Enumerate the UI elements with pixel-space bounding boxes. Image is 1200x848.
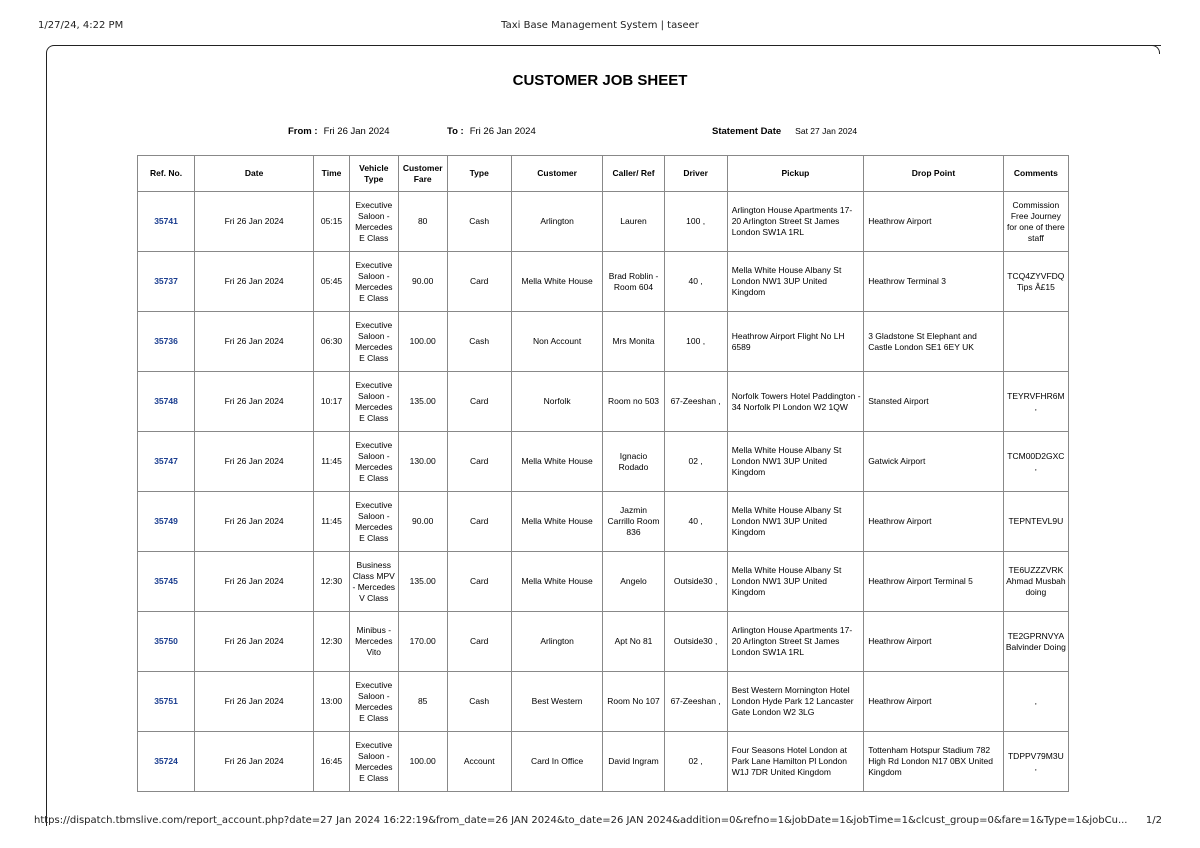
cell-caller-ref: Ignacio Rodado bbox=[603, 432, 664, 492]
table-row bbox=[138, 252, 1069, 312]
cell-pickup: Mella White House Albany St London NW1 3UP United Kingdom bbox=[727, 492, 863, 552]
cell-time: 05:15 bbox=[314, 192, 350, 252]
cell-driver: 02 , bbox=[664, 432, 727, 492]
cell-vehicle-type: Executive Saloon - Mercedes E Class bbox=[349, 252, 398, 312]
cell-customer: Non Account bbox=[511, 312, 603, 372]
cell-date: Fri 26 Jan 2024 bbox=[195, 192, 314, 252]
table-row bbox=[138, 732, 1069, 792]
cell-drop-point: Heathrow Terminal 3 bbox=[864, 252, 1004, 312]
cell-type: Card bbox=[447, 372, 511, 432]
cell-time: 11:45 bbox=[314, 432, 350, 492]
cell-driver: 02 , bbox=[664, 732, 727, 792]
ref-link[interactable]: 35737 bbox=[154, 276, 178, 286]
cell-ref-no bbox=[138, 372, 195, 432]
cell-date: Fri 26 Jan 2024 bbox=[195, 372, 314, 432]
cell-ref-no bbox=[138, 612, 195, 672]
cell-driver: 40 , bbox=[664, 492, 727, 552]
cell-caller-ref: Mrs Monita bbox=[603, 312, 664, 372]
table-body bbox=[138, 192, 1069, 792]
cell-customer: Norfolk bbox=[511, 372, 603, 432]
cell-type: Card bbox=[447, 552, 511, 612]
cell-time: 10:17 bbox=[314, 372, 350, 432]
cell-drop-point: Heathrow Airport bbox=[864, 492, 1004, 552]
table-row bbox=[138, 552, 1069, 612]
cell-drop-point: Heathrow Airport bbox=[864, 612, 1004, 672]
report-title: CUSTOMER JOB SHEET bbox=[512, 72, 688, 89]
print-page-title: Taxi Base Management System | taseer bbox=[501, 20, 699, 31]
ref-link[interactable]: 35747 bbox=[154, 456, 178, 466]
cell-vehicle-type: Executive Saloon - Mercedes E Class bbox=[349, 732, 398, 792]
from-label: From : bbox=[288, 126, 318, 137]
print-url: https://dispatch.tbmslive.com/report_account.php?date=27 Jan 2024 16:22:19&from_date=26 JAN 2024&to_date=26 JAN 2024&addition=0&refno=1&jobDate=1&jobTime=1&clcust_group=0&fare=1&Type=1&jobCu... bbox=[34, 815, 1128, 826]
cell-type: Cash bbox=[447, 192, 511, 252]
cell-drop-point: Heathrow Airport bbox=[864, 192, 1004, 252]
cell-pickup: Mella White House Albany St London NW1 3UP United Kingdom bbox=[727, 552, 863, 612]
statement-value: Sat 27 Jan 2024 bbox=[795, 126, 858, 136]
cell-comments: , bbox=[1003, 672, 1068, 732]
cell-vehicle-type: Executive Saloon - Mercedes E Class bbox=[349, 672, 398, 732]
cell-vehicle-type: Minibus - Mercedes Vito bbox=[349, 612, 398, 672]
cell-comments bbox=[1003, 312, 1068, 372]
cell-customer-fare: 135.00 bbox=[398, 552, 447, 612]
cell-vehicle-type: Business Class MPV - Mercedes V Class bbox=[349, 552, 398, 612]
cell-comments: Commission Free Journey for one of there staff bbox=[1003, 192, 1068, 252]
ref-link[interactable]: 35736 bbox=[154, 336, 178, 346]
ref-link[interactable]: 35751 bbox=[154, 696, 178, 706]
column-header-caller-ref: Caller/ Ref bbox=[603, 156, 664, 192]
cell-caller-ref: Room no 503 bbox=[603, 372, 664, 432]
cell-ref-no bbox=[138, 492, 195, 552]
cell-customer: Card In Office bbox=[511, 732, 603, 792]
cell-vehicle-type: Executive Saloon - Mercedes E Class bbox=[349, 312, 398, 372]
cell-pickup: Mella White House Albany St London NW1 3UP United Kingdom bbox=[727, 432, 863, 492]
cell-customer-fare: 100.00 bbox=[398, 312, 447, 372]
cell-vehicle-type: Executive Saloon - Mercedes E Class bbox=[349, 492, 398, 552]
table-row bbox=[138, 192, 1069, 252]
cell-date: Fri 26 Jan 2024 bbox=[195, 552, 314, 612]
cell-time: 13:00 bbox=[314, 672, 350, 732]
table-row bbox=[138, 612, 1069, 672]
cell-comments: TEYRVFHR6M , bbox=[1003, 372, 1068, 432]
statement-date bbox=[712, 126, 857, 137]
to-value: Fri 26 Jan 2024 bbox=[469, 126, 536, 137]
ref-link[interactable]: 35749 bbox=[154, 516, 178, 526]
table-header-row bbox=[138, 156, 1069, 192]
column-header-ref-no: Ref. No. bbox=[138, 156, 195, 192]
column-header-customer: Customer bbox=[511, 156, 603, 192]
cell-ref-no bbox=[138, 552, 195, 612]
cell-pickup: Mella White House Albany St London NW1 3UP United Kingdom bbox=[727, 252, 863, 312]
table-row bbox=[138, 372, 1069, 432]
cell-time: 16:45 bbox=[314, 732, 350, 792]
cell-date: Fri 26 Jan 2024 bbox=[195, 252, 314, 312]
column-header-date: Date bbox=[195, 156, 314, 192]
column-header-time: Time bbox=[314, 156, 350, 192]
cell-driver: 100 , bbox=[664, 312, 727, 372]
cell-driver: Outside30 , bbox=[664, 552, 727, 612]
cell-type: Cash bbox=[447, 672, 511, 732]
cell-time: 11:45 bbox=[314, 492, 350, 552]
print-datetime: 1/27/24, 4:22 PM bbox=[38, 20, 124, 31]
cell-pickup: Arlington House Apartments 17-20 Arlington Street St James London SW1A 1RL bbox=[727, 612, 863, 672]
cell-customer: Mella White House bbox=[511, 252, 603, 312]
ref-link[interactable]: 35724 bbox=[154, 756, 178, 766]
cell-ref-no bbox=[138, 312, 195, 372]
table-row bbox=[138, 312, 1069, 372]
cell-pickup: Four Seasons Hotel London at Park Lane Hamilton Pl London W1J 7DR United Kingdom bbox=[727, 732, 863, 792]
cell-vehicle-type: Executive Saloon - Mercedes E Class bbox=[349, 192, 398, 252]
cell-comments: TCM00D2GXC , bbox=[1003, 432, 1068, 492]
cell-customer-fare: 80 bbox=[398, 192, 447, 252]
cell-time: 06:30 bbox=[314, 312, 350, 372]
cell-caller-ref: Apt No 81 bbox=[603, 612, 664, 672]
cell-date: Fri 26 Jan 2024 bbox=[195, 612, 314, 672]
cell-drop-point: Heathrow Airport bbox=[864, 672, 1004, 732]
cell-pickup: Heathrow Airport Flight No LH 6589 bbox=[727, 312, 863, 372]
cell-customer-fare: 135.00 bbox=[398, 372, 447, 432]
cell-time: 05:45 bbox=[314, 252, 350, 312]
cell-customer: Arlington bbox=[511, 192, 603, 252]
cell-type: Card bbox=[447, 492, 511, 552]
cell-customer-fare: 100.00 bbox=[398, 732, 447, 792]
cell-customer-fare: 170.00 bbox=[398, 612, 447, 672]
cell-vehicle-type: Executive Saloon - Mercedes E Class bbox=[349, 432, 398, 492]
cell-customer-fare: 90.00 bbox=[398, 252, 447, 312]
cell-driver: 67-Zeeshan , bbox=[664, 372, 727, 432]
cell-customer-fare: 130.00 bbox=[398, 432, 447, 492]
from-date bbox=[288, 126, 390, 137]
cell-customer: Mella White House bbox=[511, 432, 603, 492]
cell-customer: Mella White House bbox=[511, 552, 603, 612]
cell-ref-no bbox=[138, 432, 195, 492]
cell-type: Card bbox=[447, 252, 511, 312]
cell-time: 12:30 bbox=[314, 552, 350, 612]
cell-driver: Outside30 , bbox=[664, 612, 727, 672]
cell-comments: TDPPV79M3U , bbox=[1003, 732, 1068, 792]
cell-driver: 100 , bbox=[664, 192, 727, 252]
cell-date: Fri 26 Jan 2024 bbox=[195, 732, 314, 792]
cell-date: Fri 26 Jan 2024 bbox=[195, 432, 314, 492]
cell-driver: 67-Zeeshan , bbox=[664, 672, 727, 732]
cell-ref-no bbox=[138, 672, 195, 732]
cell-customer: Best Western bbox=[511, 672, 603, 732]
ref-link[interactable]: 35750 bbox=[154, 636, 178, 646]
cell-caller-ref: Room No 107 bbox=[603, 672, 664, 732]
cell-vehicle-type: Executive Saloon - Mercedes E Class bbox=[349, 372, 398, 432]
column-header-vehicle-type: Vehicle Type bbox=[349, 156, 398, 192]
column-header-drop-point: Drop Point bbox=[864, 156, 1004, 192]
cell-time: 12:30 bbox=[314, 612, 350, 672]
job-sheet-table bbox=[137, 155, 1069, 792]
from-value: Fri 26 Jan 2024 bbox=[323, 126, 390, 137]
ref-link[interactable]: 35745 bbox=[154, 576, 178, 586]
cell-customer: Arlington bbox=[511, 612, 603, 672]
cell-comments: TEPNTEVL9U bbox=[1003, 492, 1068, 552]
cell-date: Fri 26 Jan 2024 bbox=[195, 672, 314, 732]
cell-pickup: Norfolk Towers Hotel Paddington - 34 Norfolk Pl London W2 1QW bbox=[727, 372, 863, 432]
statement-label: Statement Date bbox=[712, 126, 782, 137]
table-row bbox=[138, 672, 1069, 732]
cell-caller-ref: Angelo bbox=[603, 552, 664, 612]
column-header-pickup: Pickup bbox=[727, 156, 863, 192]
cell-comments: TE6UZZZVRK Ahmad Musbah doing bbox=[1003, 552, 1068, 612]
cell-caller-ref: Brad Roblin - Room 604 bbox=[603, 252, 664, 312]
cell-customer: Mella White House bbox=[511, 492, 603, 552]
print-page-number: 1/2 bbox=[1145, 815, 1162, 826]
cell-customer-fare: 85 bbox=[398, 672, 447, 732]
cell-drop-point: Heathrow Airport Terminal 5 bbox=[864, 552, 1004, 612]
cell-type: Account bbox=[447, 732, 511, 792]
cell-date: Fri 26 Jan 2024 bbox=[195, 492, 314, 552]
cell-comments: TE2GPRNVYA Balvinder Doing bbox=[1003, 612, 1068, 672]
to-date bbox=[447, 126, 536, 137]
cell-drop-point: Gatwick Airport bbox=[864, 432, 1004, 492]
cell-drop-point: Tottenham Hotspur Stadium 782 High Rd London N17 0BX United Kingdom bbox=[864, 732, 1004, 792]
cell-type: Cash bbox=[447, 312, 511, 372]
cell-date: Fri 26 Jan 2024 bbox=[195, 312, 314, 372]
cell-caller-ref: Lauren bbox=[603, 192, 664, 252]
table-row bbox=[138, 432, 1069, 492]
cell-driver: 40 , bbox=[664, 252, 727, 312]
column-header-customer-fare: Customer Fare bbox=[398, 156, 447, 192]
column-header-type: Type bbox=[447, 156, 511, 192]
cell-comments: TCQ4ZYVFDQ Tips Â£15 bbox=[1003, 252, 1068, 312]
to-label: To : bbox=[447, 126, 464, 137]
cell-type: Card bbox=[447, 432, 511, 492]
column-header-comments: Comments bbox=[1003, 156, 1068, 192]
column-header-driver: Driver bbox=[664, 156, 727, 192]
table-row bbox=[138, 492, 1069, 552]
cell-pickup: Arlington House Apartments 17-20 Arlington Street St James London SW1A 1RL bbox=[727, 192, 863, 252]
cell-caller-ref: David Ingram bbox=[603, 732, 664, 792]
cell-caller-ref: Jazmin Carrillo Room 836 bbox=[603, 492, 664, 552]
ref-link[interactable]: 35748 bbox=[154, 396, 178, 406]
cell-type: Card bbox=[447, 612, 511, 672]
cell-customer-fare: 90.00 bbox=[398, 492, 447, 552]
cell-drop-point: Stansted Airport bbox=[864, 372, 1004, 432]
cell-pickup: Best Western Mornington Hotel London Hyde Park 12 Lancaster Gate London W2 3LG bbox=[727, 672, 863, 732]
ref-link[interactable]: 35741 bbox=[154, 216, 178, 226]
cell-ref-no bbox=[138, 192, 195, 252]
cell-ref-no bbox=[138, 252, 195, 312]
cell-ref-no bbox=[138, 732, 195, 792]
cell-drop-point: 3 Gladstone St Elephant and Castle London SE1 6EY UK bbox=[864, 312, 1004, 372]
